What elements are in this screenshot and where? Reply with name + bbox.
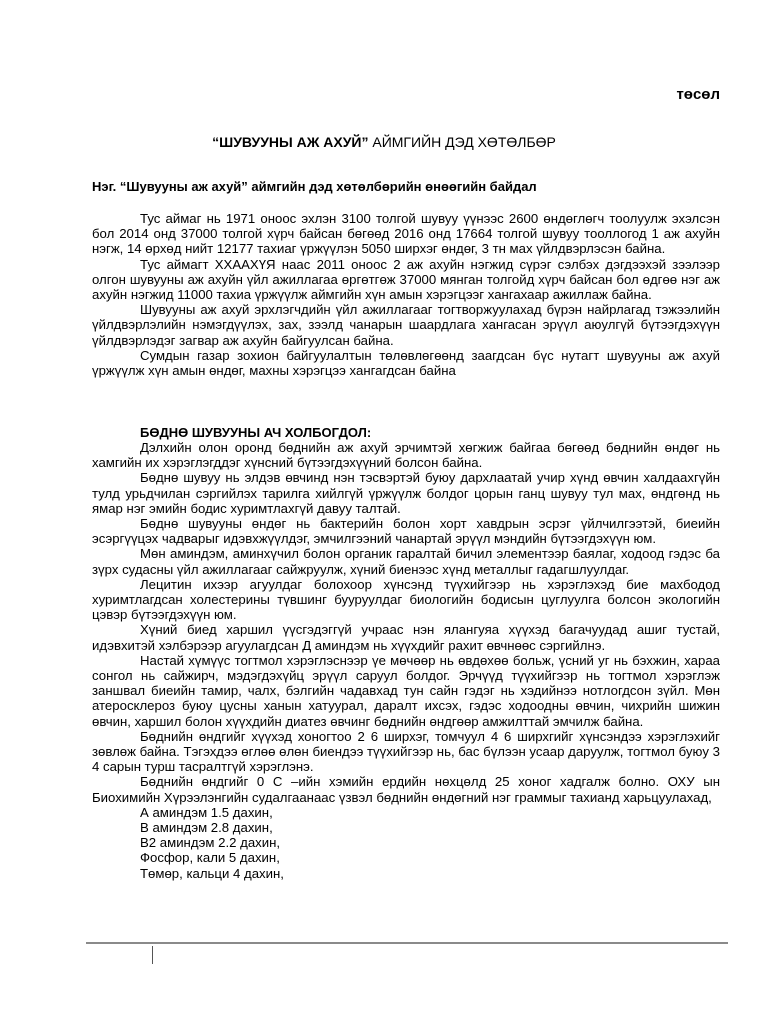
nutrient-list bbox=[92, 805, 720, 881]
document-title-rest: АЙМГИЙН ДЭД ХӨТӨЛБӨР bbox=[368, 134, 556, 150]
paragraph: Дэлхийн олон оронд бөднийн аж ахуй эрчимтэй хөгжиж байгаа бөгөөд бөднийн өндөг нь хамгийн их хэрэглэгддэг хүнсний бүтээгдэхүүний болсон байна. bbox=[92, 440, 720, 471]
paragraph: Тус аймагт ХХААХҮЯ наас 2011 оноос 2 аж ахуйн нэгжид сүрэг сэлбэх дэгдээхэй зээлээр олгон шувууны аж ахуйн үйл ажиллагаа өргөтгөж 37000 мянган толгойд хүрч байсан бол өдгөө нэг аж ахуйн нэгжид 11000 тахиа үржүүлж аймгийн хүн амын хэрэгцээг хангахаар ажиллаж байна. bbox=[92, 256, 720, 303]
section-2-heading: БӨДНӨ ШУВУУНЫ АЧ ХОЛБОГДОЛ: bbox=[140, 425, 372, 440]
list-item: Фосфор, кали 5 дахин, bbox=[140, 850, 280, 866]
paragraph: Мөн аминдэм, аминхүчил болон органик гаралтай бичил элементээр баялаг, ходоод гэдэс ба зүрх судасны үйл ажиллагааг сайжруулж, хүний биенээс хүнд металлыг гадагшлуулдаг. bbox=[92, 546, 720, 577]
footer-tick bbox=[152, 946, 153, 964]
paragraph: Тус аймаг нь 1971 оноос эхлэн 3100 толгой шувуу үүнээс 2600 өндөглөгч тоолуулж эхэлсэн бол 2014 онд 37000 толгой хүрч байсан бөгөөд 2016 онд 17664 толгой шувуу тооллогод 1 аж ахуйн нэгж, 14 өрхөд нийт 12177 тахиаг үржүүлэн 5050 ширхэг өндөг, 3 тн мах үйлдвэрлэсэн байна. bbox=[92, 211, 720, 257]
document-title bbox=[0, 134, 768, 150]
section-1-body bbox=[92, 211, 720, 378]
paragraph: Сумдын газар зохион байгуулалтын төлөвлөгөөнд заагдсан бүс нутагт шувууны аж ахуй үржүүлж хүн амын өндөг, махны хэрэгцээ хангагдсан байна bbox=[92, 347, 720, 379]
list-item: В2 аминдэм 2.2 дахин, bbox=[140, 835, 281, 851]
list-item: В аминдэм 2.8 дахин, bbox=[140, 820, 273, 836]
section-1-heading: Нэг. “Шувууны аж ахуй” аймгийн дэд хөтөлбөрийн өнөөгийн байдал bbox=[92, 179, 537, 194]
footer-rule bbox=[86, 942, 728, 944]
paragraph: Шувууны аж ахуй эрхлэгчдийн үйл ажиллагааг тогтворжуулахад бүрэн найрлагад тэжээлийн үйлдвэрлэлийн нэмэгдүүлэх, зах, зээлд чанарын шаардлага хангасан эрүүл аюулгүй бүтээгдэхүүн үйлдвэрлэдэг загвар аж ахуйн байгуулсан байна. bbox=[92, 302, 720, 348]
paragraph: Бөднө шувууны өндөг нь бактерийн болон хорт хавдрын эсрэг үйлчилгээтэй, биеийн эсэргүүцэх чадварыг идэвхжүүлдэг, эмчилгээний чанартай эрүүл мэндийн бүтээгдэхүүн юм. bbox=[92, 516, 720, 547]
paragraph: Бөднийн өндгийг хүүхэд хоногтоо 2 6 ширхэг, томчуул 4 6 ширхгийг хүнсэндээ хэрэглэхийг зөвлөж байна. Тэгэхдээ өглөө өлөн биендээ түүхийгээр нь, бас бүлээн усаар даруулж, тогтмол буюу 3 4 сарын турш тасралтгүй хэрэглэнэ. bbox=[92, 728, 720, 775]
paragraph: Настай хүмүүс тогтмол хэрэглэснээр үе мөчөөр нь өвдөхөө больж, үсний уг нь бэхжин, хараа сонгол нь сайжирч, мэдэгдэхүйц эрүүл саруул болдог. Эрчүүд түүхийгээр нь тогтмол хэрэглэж заншвал биеийн тамир, чалх, бэлгийн чадавхад тун сайн гэдэг нь хэдийнээ нотлогдсон зүйл. Мөн атеросклероз буюу цусны ханын хатуурал, даралт ихсэх, гэдэс ходоодны өвчин, чихрийн шижин өвчин, харшил болон хүүхдийн диатез өвчинг бөднийн өндгөөр амжилттай эмчилж байна. bbox=[92, 652, 720, 729]
document-title-bold: “ШУВУУНЫ АЖ АХУЙ” bbox=[212, 134, 369, 150]
paragraph: Бөднийн өндгийг 0 С –ийн хэмийн ердийн нөхцөлд 25 хоног хадгалж болно. ОХУ ын Биохимийн Хүрээлэнгийн судалгаанаас үзвэл бөднийн өндөгний нэг граммыг тахианд харьцуулахад, bbox=[92, 774, 720, 805]
paragraph: Хүний биед харшил үүсгэдэггүй учраас нэн ялангуяа хүүхэд багачуудад ашиг тустай, идэвхитэй хэлбэрээр агуулагдсан Д аминдэм нь хүүхдийг рахит өвчнөөс сэргийлнэ. bbox=[92, 622, 720, 653]
list-item: А аминдэм 1.5 дахин, bbox=[140, 804, 273, 820]
list-item: Төмөр, кальци 4 дахин, bbox=[140, 865, 284, 881]
paragraph: Бөднө шувуу нь элдэв өвчинд нэн тэсвэртэй буюу дархлаатай учир хүнд өвчин халдаахгүйн тулд урьдчилан сэргийлэх тарилга хийлгүй үржүүлж болдог цорын ганц шувуу тул мах, өндгөнд нь ямар нэг эмийн бодис хуримтлахгүй давуу талтай. bbox=[92, 470, 720, 516]
section-2-body bbox=[92, 440, 720, 881]
paragraph: Лецитин ихээр агуулдаг болохоор хүнсэнд түүхийгээр нь хэрэглэхэд бие махбодод хуримтлагдсан холестерины түвшинг бууруулдаг биологийн бодисын цуглуулга болсон экологийн цэвэр бүтээгдэхүүн юм. bbox=[92, 576, 720, 623]
draft-label: төсөл bbox=[676, 86, 720, 103]
